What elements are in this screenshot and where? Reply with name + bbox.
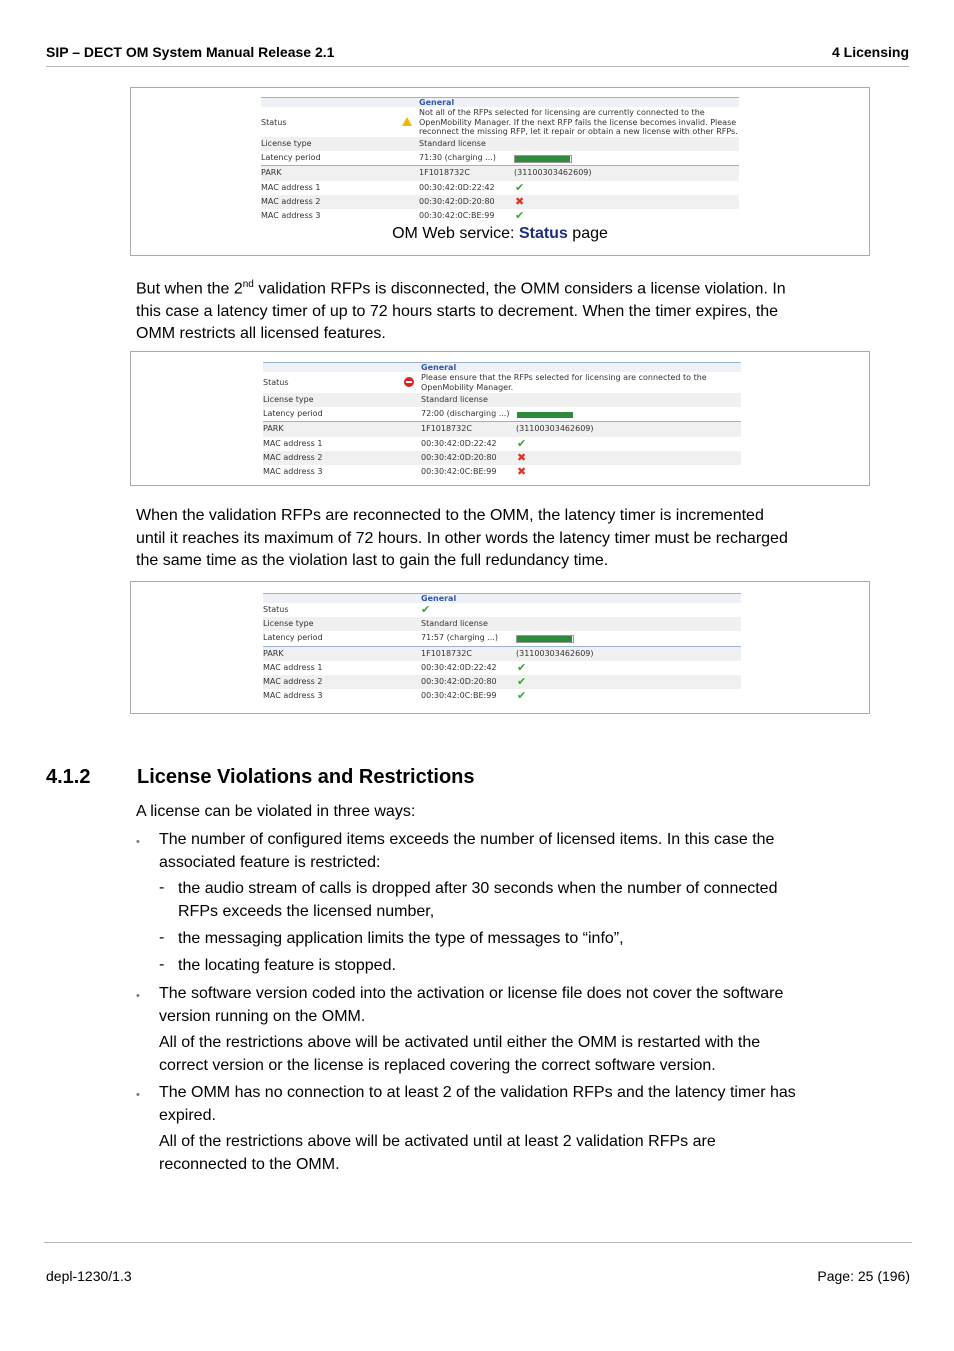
status-ok-icon: ✔ <box>421 603 431 616</box>
mac3-value: 00:30:42:0C:BE:99 <box>421 466 497 476</box>
dash-marker: - <box>159 956 165 973</box>
sub-item-3: the locating feature is stopped. <box>178 957 396 974</box>
bullet-line: The OMM has no connection to at least 2 of the validation RFPs and the latency timer has <box>159 1084 796 1101</box>
mac3-value: 00:30:42:0C:BE:99 <box>421 691 497 701</box>
screenshot-frame-3 <box>130 581 870 714</box>
status-label: Status <box>261 118 287 127</box>
license-type-label: License type <box>263 619 314 629</box>
caption-prefix: OM Web service: <box>392 225 519 242</box>
screenshot-frame-2 <box>130 351 870 486</box>
bullet-line: The software version coded into the activation or license file does not cover the software <box>159 985 784 1002</box>
sub-item-2: the messaging application limits the type of messages to “info”, <box>178 930 624 947</box>
page-number: Page: 25 (196) <box>817 1268 910 1284</box>
mac2-status-icon: ✖ <box>517 450 527 464</box>
section-title: License Violations and Restrictions <box>137 766 475 788</box>
bullet-line: correct version or the license is replaced covering the correct software version. <box>159 1056 716 1074</box>
bullet-line: All of the restrictions above will be activated until at least 2 validation RFPs are <box>159 1133 716 1150</box>
license-type-label: License type <box>261 139 312 148</box>
license-status-table-3 <box>263 593 741 703</box>
mac1-status-icon: ✔ <box>517 660 527 674</box>
bullet-line: version running on the OMM. <box>159 1007 366 1025</box>
mac1-label: MAC address 1 <box>263 438 323 448</box>
mac3-status-icon: ✖ <box>517 464 527 478</box>
license-status-table-1 <box>261 97 739 223</box>
mac1-value: 00:30:42:0D:22:42 <box>419 182 495 192</box>
latency-period-label: Latency period <box>263 409 323 419</box>
mac1-value: 00:30:42:0D:22:42 <box>421 438 497 448</box>
park-label: PARK <box>263 424 284 434</box>
para2-line: the same time as the violation last to gain the full redundancy time. <box>136 552 609 569</box>
park-label: PARK <box>263 648 284 658</box>
park-value: 1F1018732C <box>419 168 470 178</box>
general-heading: General <box>419 98 455 107</box>
bullet-line: The number of configured items exceeds the number of licensed items. In this case the <box>159 831 775 848</box>
mac2-status-icon: ✖ <box>515 194 525 208</box>
status-text-line: Not all of the RFPs selected for licensing are currently connected to the <box>419 108 705 117</box>
mac3-label: MAC address 3 <box>263 466 323 476</box>
bullet-marker: • <box>136 1089 140 1101</box>
park-value: 1F1018732C <box>421 648 472 658</box>
bullet-line: reconnected to the OMM. <box>159 1155 340 1173</box>
status-label: Status <box>263 378 289 387</box>
para1-line: OMM restricts all licensed features. <box>136 325 386 343</box>
paragraph-2 <box>136 505 788 573</box>
status-text-line: OpenMobility Manager. If the next RFP fails the license becomes invalid. Please <box>419 117 737 127</box>
status-text-line: Please ensure that the RFPs selected for licensing are connected to the <box>421 373 707 382</box>
page-footer <box>44 1242 912 1284</box>
latency-value: 71:57 (charging ...) <box>421 633 498 643</box>
header-title: SIP – DECT OM System Manual Release 2.1 <box>46 44 335 60</box>
bullet-1-text <box>159 829 774 874</box>
bullet-2-text <box>159 983 783 1077</box>
caption-bold: Status <box>518 225 568 242</box>
latency-period-label: Latency period <box>261 153 321 163</box>
status-text-line: reconnect the missing RFP, let it repair or obtain a new license with other RFPs. <box>419 127 738 136</box>
bullet-3-text <box>159 1082 796 1176</box>
status-text-line: OpenMobility Manager. <box>421 382 514 392</box>
dash-marker: - <box>159 879 165 896</box>
mac2-label: MAC address 2 <box>263 452 323 462</box>
bullet-marker: • <box>136 990 140 1002</box>
mac2-value: 00:30:42:0D:20:80 <box>421 452 497 462</box>
page-header <box>46 42 909 67</box>
mac2-value: 00:30:42:0D:20:80 <box>421 676 497 686</box>
mac3-label: MAC address 3 <box>263 691 323 701</box>
mac1-status-icon: ✔ <box>517 436 527 450</box>
latency-value: 72:00 (discharging ...) <box>421 409 510 419</box>
mac3-status-icon: ✔ <box>515 208 525 222</box>
bullet-line: All of the restrictions above will be activated until either the OMM is restarted with the <box>159 1034 761 1051</box>
para1-sup: nd <box>242 279 254 290</box>
bullet-marker: • <box>136 836 140 848</box>
mac2-label: MAC address 2 <box>263 676 323 686</box>
screenshot-frame-1 <box>130 87 870 256</box>
intro-text: A license can be violated in three ways: <box>136 803 416 820</box>
mac3-status-icon: ✔ <box>517 689 527 703</box>
license-type-value: Standard license <box>421 395 488 404</box>
para2-line: When the validation RFPs are reconnected to the OMM, the latency timer is incremented <box>136 507 764 524</box>
license-type-value: Standard license <box>419 139 486 148</box>
mac1-label: MAC address 1 <box>263 662 323 672</box>
mac1-status-icon: ✔ <box>515 180 525 194</box>
mac1-label: MAC address 1 <box>261 182 321 192</box>
license-type-value: Standard license <box>421 619 488 629</box>
mac2-value: 00:30:42:0D:20:80 <box>419 196 495 206</box>
sub-item-1 <box>178 878 777 923</box>
para2-line: until it reaches its maximum of 72 hours. In other words the latency timer must be recharged <box>136 529 788 547</box>
para1-post: validation RFPs is disconnected, the OMM considers a license violation. In <box>253 280 786 298</box>
figure-caption <box>131 225 869 243</box>
para1-line: this case a latency timer of up to 72 hours starts to decrement. When the timer expires, the <box>136 302 779 320</box>
warning-icon <box>402 117 412 128</box>
latency-progress-bar <box>514 155 572 163</box>
park-extra: (31100303462609) <box>514 168 592 178</box>
header-chapter: 4 Licensing <box>831 44 909 60</box>
stop-icon <box>404 377 414 389</box>
latency-period-label: Latency period <box>263 633 323 643</box>
dash-marker: - <box>159 929 165 946</box>
mac3-label: MAC address 3 <box>261 210 321 220</box>
latency-progress-bar <box>516 411 574 419</box>
caption-suffix: page <box>567 225 608 242</box>
general-heading: General <box>421 594 457 603</box>
mac2-status-icon: ✔ <box>517 674 527 688</box>
general-heading: General <box>421 363 457 372</box>
latency-progress-bar <box>516 635 574 643</box>
para1-pre: But when the 2 <box>136 280 243 298</box>
mac2-label: MAC address 2 <box>261 196 321 206</box>
section-number: 4.1.2 <box>46 766 91 788</box>
license-status-table-2 <box>263 362 741 479</box>
license-type-label: License type <box>263 395 314 404</box>
sub-line: RFPs exceeds the licensed number, <box>178 902 435 920</box>
doc-id: depl-1230/1.3 <box>46 1268 132 1284</box>
latency-value: 71:30 (charging ...) <box>419 153 496 163</box>
sub-line: the audio stream of calls is dropped after 30 seconds when the number of connected <box>178 880 778 897</box>
paragraph-1 <box>136 274 786 346</box>
park-extra: (31100303462609) <box>516 648 594 658</box>
park-value: 1F1018732C <box>421 424 472 434</box>
park-extra: (31100303462609) <box>516 424 594 434</box>
bullet-line: associated feature is restricted: <box>159 853 381 871</box>
park-label: PARK <box>261 168 282 178</box>
status-label: Status <box>263 605 289 614</box>
mac3-value: 00:30:42:0C:BE:99 <box>419 210 495 220</box>
bullet-line: expired. <box>159 1106 216 1124</box>
mac1-value: 00:30:42:0D:22:42 <box>421 662 497 672</box>
